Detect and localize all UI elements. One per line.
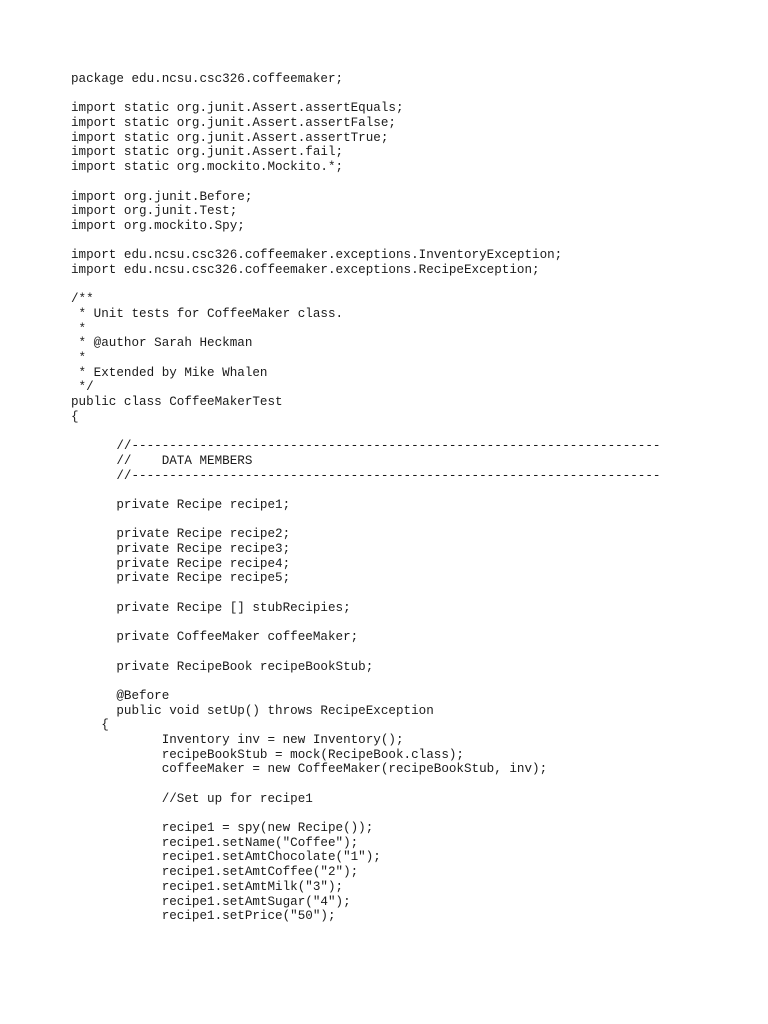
code-line: Inventory inv = new Inventory(); [71, 732, 404, 747]
code-line: @Before [71, 688, 170, 703]
code-line: coffeeMaker = new CoffeeMaker(recipeBookStub, inv); [71, 762, 548, 777]
code-line [71, 674, 660, 689]
code-line: private CoffeeMaker coffeeMaker; [71, 630, 359, 645]
code-line: import static org.junit.Assert.assertEquals; [71, 101, 404, 116]
code-line: import static org.junit.Assert.assertTrue; [71, 130, 389, 145]
code-line: recipe1.setAmtChocolate("1"); [71, 850, 381, 865]
code-line: import edu.ncsu.csc326.coffeemaker.exceptions.InventoryException; [71, 248, 563, 263]
code-line: import static org.mockito.Mockito.*; [71, 160, 344, 175]
code-line: { [71, 718, 109, 733]
code-line: import org.junit.Before; [71, 189, 253, 204]
code-line [71, 234, 660, 249]
code-line: private Recipe [] stubRecipies; [71, 600, 351, 615]
code-line: package edu.ncsu.csc326.coffeemaker; [71, 72, 344, 86]
code-line: private Recipe recipe5; [71, 571, 291, 586]
code-line [71, 513, 660, 528]
code-line [71, 777, 660, 792]
code-line [71, 615, 660, 630]
code-line: //---------------------------------------------------------------------- [71, 468, 661, 483]
code-line: recipe1.setPrice("50"); [71, 909, 336, 924]
code-line: //---------------------------------------------------------------------- [71, 439, 661, 454]
code-line [71, 87, 660, 102]
code-line: private Recipe recipe2; [71, 527, 291, 542]
code-line: private Recipe recipe3; [71, 542, 291, 556]
code-line [71, 645, 660, 660]
code-line: * Extended by Mike Whalen [71, 365, 268, 380]
code-line [71, 806, 660, 821]
code-line: import org.mockito.Spy; [71, 218, 245, 233]
code-line [71, 278, 660, 293]
code-line: import edu.ncsu.csc326.coffeemaker.exceptions.RecipeException; [71, 262, 540, 277]
code-line [71, 483, 660, 498]
code-line: recipeBookStub = mock(RecipeBook.class); [71, 747, 464, 762]
code-line: recipe1 = spy(new Recipe()); [71, 821, 374, 836]
code-line: //Set up for recipe1 [71, 791, 313, 806]
code-line: import org.junit.Test; [71, 204, 238, 219]
code-line: public void setUp() throws RecipeException [71, 703, 434, 718]
code-line: recipe1.setName("Coffee"); [71, 835, 359, 850]
code-line: // DATA MEMBERS [71, 453, 253, 468]
code-line: * @author Sarah Heckman [71, 336, 253, 351]
code-line [71, 175, 660, 190]
code-line: * Unit tests for CoffeeMaker class. [71, 307, 344, 321]
code-line: import static org.junit.Assert.assertFalse; [71, 116, 396, 131]
code-line: import static org.junit.Assert.fail; [71, 145, 344, 160]
code-line: /** [71, 292, 94, 307]
code-line [71, 425, 660, 440]
code-line: recipe1.setAmtSugar("4"); [71, 894, 351, 909]
code-line: private Recipe recipe1; [71, 497, 291, 512]
code-line: * [71, 321, 87, 336]
code-line: recipe1.setAmtMilk("3"); [71, 879, 344, 894]
code-line: public class CoffeeMakerTest [71, 395, 283, 410]
code-line: * [71, 351, 87, 366]
code-listing [71, 72, 660, 924]
code-line: private Recipe recipe4; [71, 556, 291, 571]
code-line: { [71, 409, 79, 424]
code-line: private RecipeBook recipeBookStub; [71, 659, 374, 674]
code-line: recipe1.setAmtCoffee("2"); [71, 865, 359, 880]
code-line [71, 586, 660, 601]
code-line: */ [71, 380, 94, 395]
